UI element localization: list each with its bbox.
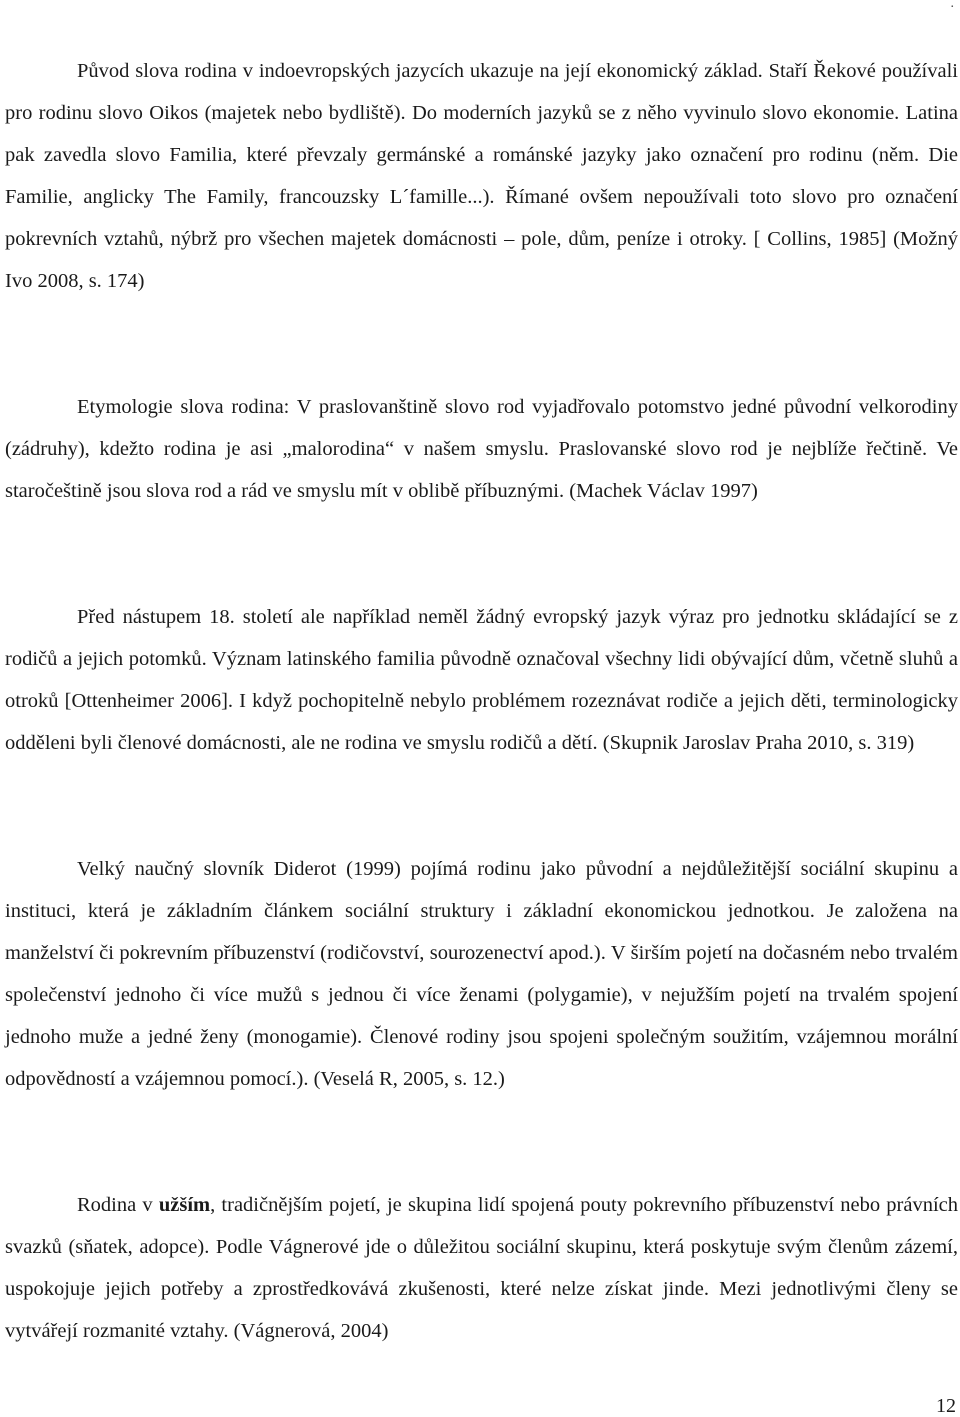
paragraph-origin-of-word: Původ slova rodina v indoevropských jazycích ukazuje na její ekonomický základ. Staří Řekové používali pro rodinu slovo Oikos (majetek nebo bydliště). Do moderních jazyků se z něho vyvinulo slovo ekonomie. Latina pak zavedla slovo Familia, které převzaly germánské a románské jazyky jako označení pro rodinu (něm. Die Familie, anglicky The Family, francouzsky L´famille...). Římané ovšem nepoužívali toto slovo pro označení pokrevních vztahů, nýbrž pro všechen majetek domácnosti – pole, dům, peníze i otroky. [ Collins, 1985] (Možný Ivo 2008, s. 174) [5,60,958,292]
corner-mark: . [950,0,954,11]
page-number: 12 [936,1395,956,1417]
paragraph-narrow-sense [5,1184,958,1352]
emphasis-uzsim: užším [158,1194,211,1216]
paragraph-narrow-sense-lead: Rodina v [77,1194,159,1216]
paragraph-diderot-definition: Velký naučný slovník Diderot (1999) pojímá rodinu jako původní a nejdůležitější sociální skupinu a instituci, která je základním článkem sociální struktury i základní ekonomickou jednotkou. Je založena na manželství či pokrevním příbuzenství (rodičovství, sourozenectví apod.). V širším pojetí na dočasném nebo trvalém společenství jednoho či více mužů s jednou či více ženami (polygamie), v nejužším pojetí na trvalém spojení jednoho muže a jedné ženy (monogamie). Členové rodiny jsou spojeni společným soužitím, vzájemnou morální odpovědností a vzájemnou pomocí.). (Veselá R, 2005, s. 12.) [5,858,958,1090]
paragraph-18th-century: Před nástupem 18. století ale například neměl žádný evropský jazyk výraz pro jednotku skládající se z rodičů a jejich potomků. Význam latinského familia původně označoval všechny lidi obývající dům, včetně sluhů a otroků [Ottenheimer 2006]. I když pochopitelně nebylo problémem rozeznávat rodiče a jejich děti, terminologicky odděleni byli členové domácnosti, ale ne rodina ve smyslu rodičů a dětí. (Skupnik Jaroslav Praha 2010, s. 319) [5,606,958,754]
paragraph-narrow-sense-body: , tradičnějším pojetí, je skupina lidí spojená pouty pokrevního příbuzenství nebo právních svazků (sňatek, adopce). Podle Vágnerové jde o důležitou sociální skupinu, která poskytuje svým členům zázemí, uspokojuje jejich potřeby a zprostředkovává zkušenosti, které nelze získat jinde. Mezi jednotlivými členy se vytvářejí rozmanité vztahy. (Vágnerová, 2004) [5,1194,959,1342]
paragraph-etymology: Etymologie slova rodina: V praslovanštině slovo rod vyjadřovalo potomstvo jedné původní velkorodiny (zádruhy), kdežto rodina je asi „malorodina“ v našem smyslu. Praslovanské slovo rod je nejblíže řečtině. Ve staročeštině jsou slova rod a rád ve smyslu mít v oblibě příbuznými. (Machek Václav 1997) [5,396,958,502]
